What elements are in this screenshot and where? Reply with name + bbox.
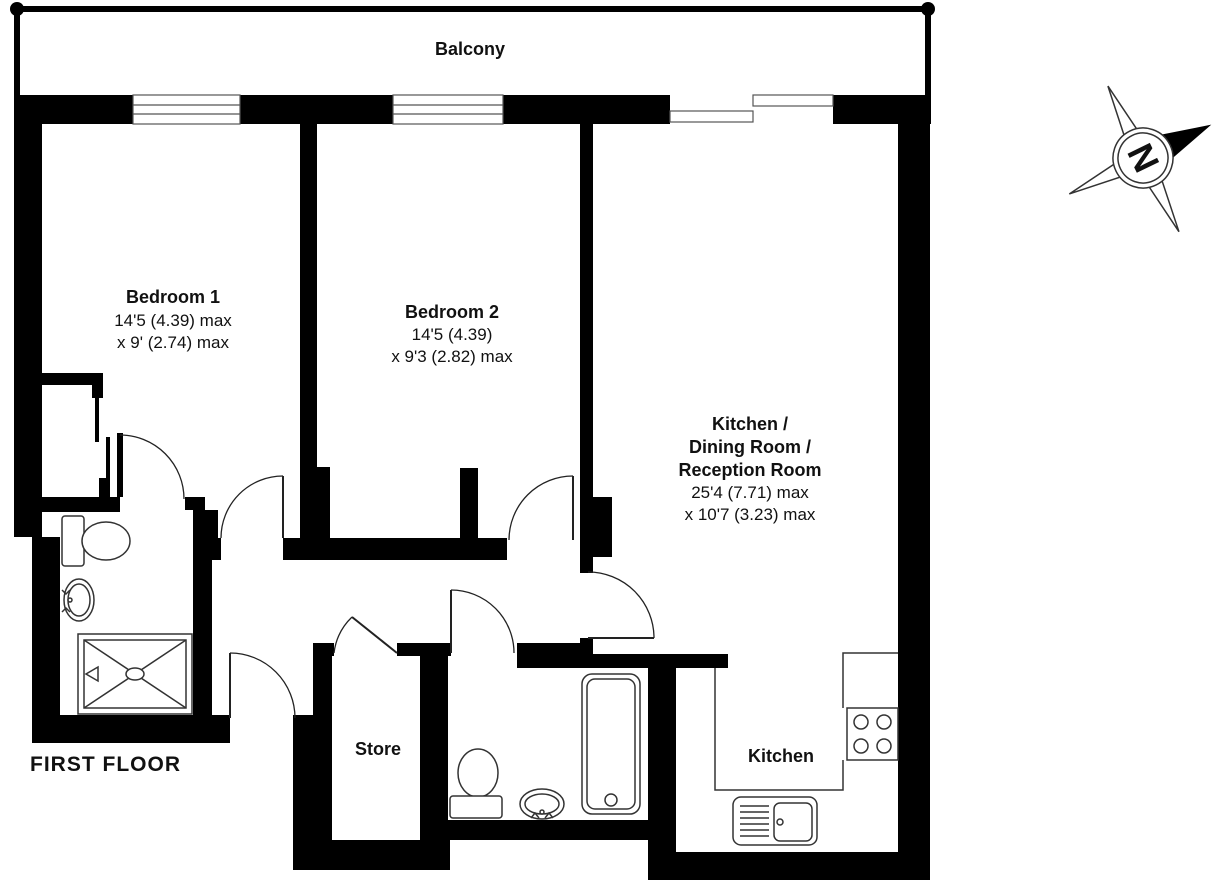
toilet-symbol [450,749,502,818]
wardrobe-sliding-panel [95,398,99,442]
room-dim: x 10'7 (3.23) max [684,505,816,524]
patio-sliding-door [670,95,833,122]
reception-door [588,572,654,638]
room-label: Dining Room / [689,437,811,457]
basin-symbol [62,579,94,621]
ensuite-fixtures [62,516,192,714]
store-door [334,617,397,653]
bedroom1-label-block [114,287,232,352]
room-label: Kitchen / [711,414,789,434]
floor-title: FIRST FLOOR [30,753,181,776]
bathtub-symbol [582,674,640,814]
compass-north-label: N [1119,137,1168,179]
bedroom2-label-block [391,302,513,366]
store-label: Store [354,739,402,759]
sink-symbol [733,797,817,845]
room-dim: 14'5 (4.39) [411,325,493,344]
room-dim: x 9' (2.74) max [117,333,229,352]
wardrobe-sliding-panel [106,437,110,482]
room-label: Reception Room [678,460,822,480]
toilet-symbol [62,516,130,566]
bedroom2-door [509,476,573,540]
room-dim: x 9'3 (2.82) max [391,347,513,366]
bedroom1-window [133,95,240,124]
kitchen-label: Kitchen [747,746,815,766]
bathroom-door [451,590,514,653]
front-door [230,653,295,718]
balcony-label: Balcony [434,39,506,59]
bedroom1-door [221,476,283,538]
room-dim: 14'5 (4.39) max [114,311,232,330]
bathroom-fixtures [450,674,640,819]
shower-symbol [78,634,192,714]
windows [133,95,833,124]
room-label: Bedroom 2 [404,302,500,322]
room-dim: 25'4 (7.71) max [691,483,809,502]
room-label: Bedroom 1 [125,287,221,307]
hob-symbol [847,708,898,760]
basin-symbol [520,789,564,819]
reception-label-block [678,414,821,524]
ensuite-door [117,433,184,499]
bedroom2-window [393,95,503,124]
compass-north-icon [1034,53,1216,268]
